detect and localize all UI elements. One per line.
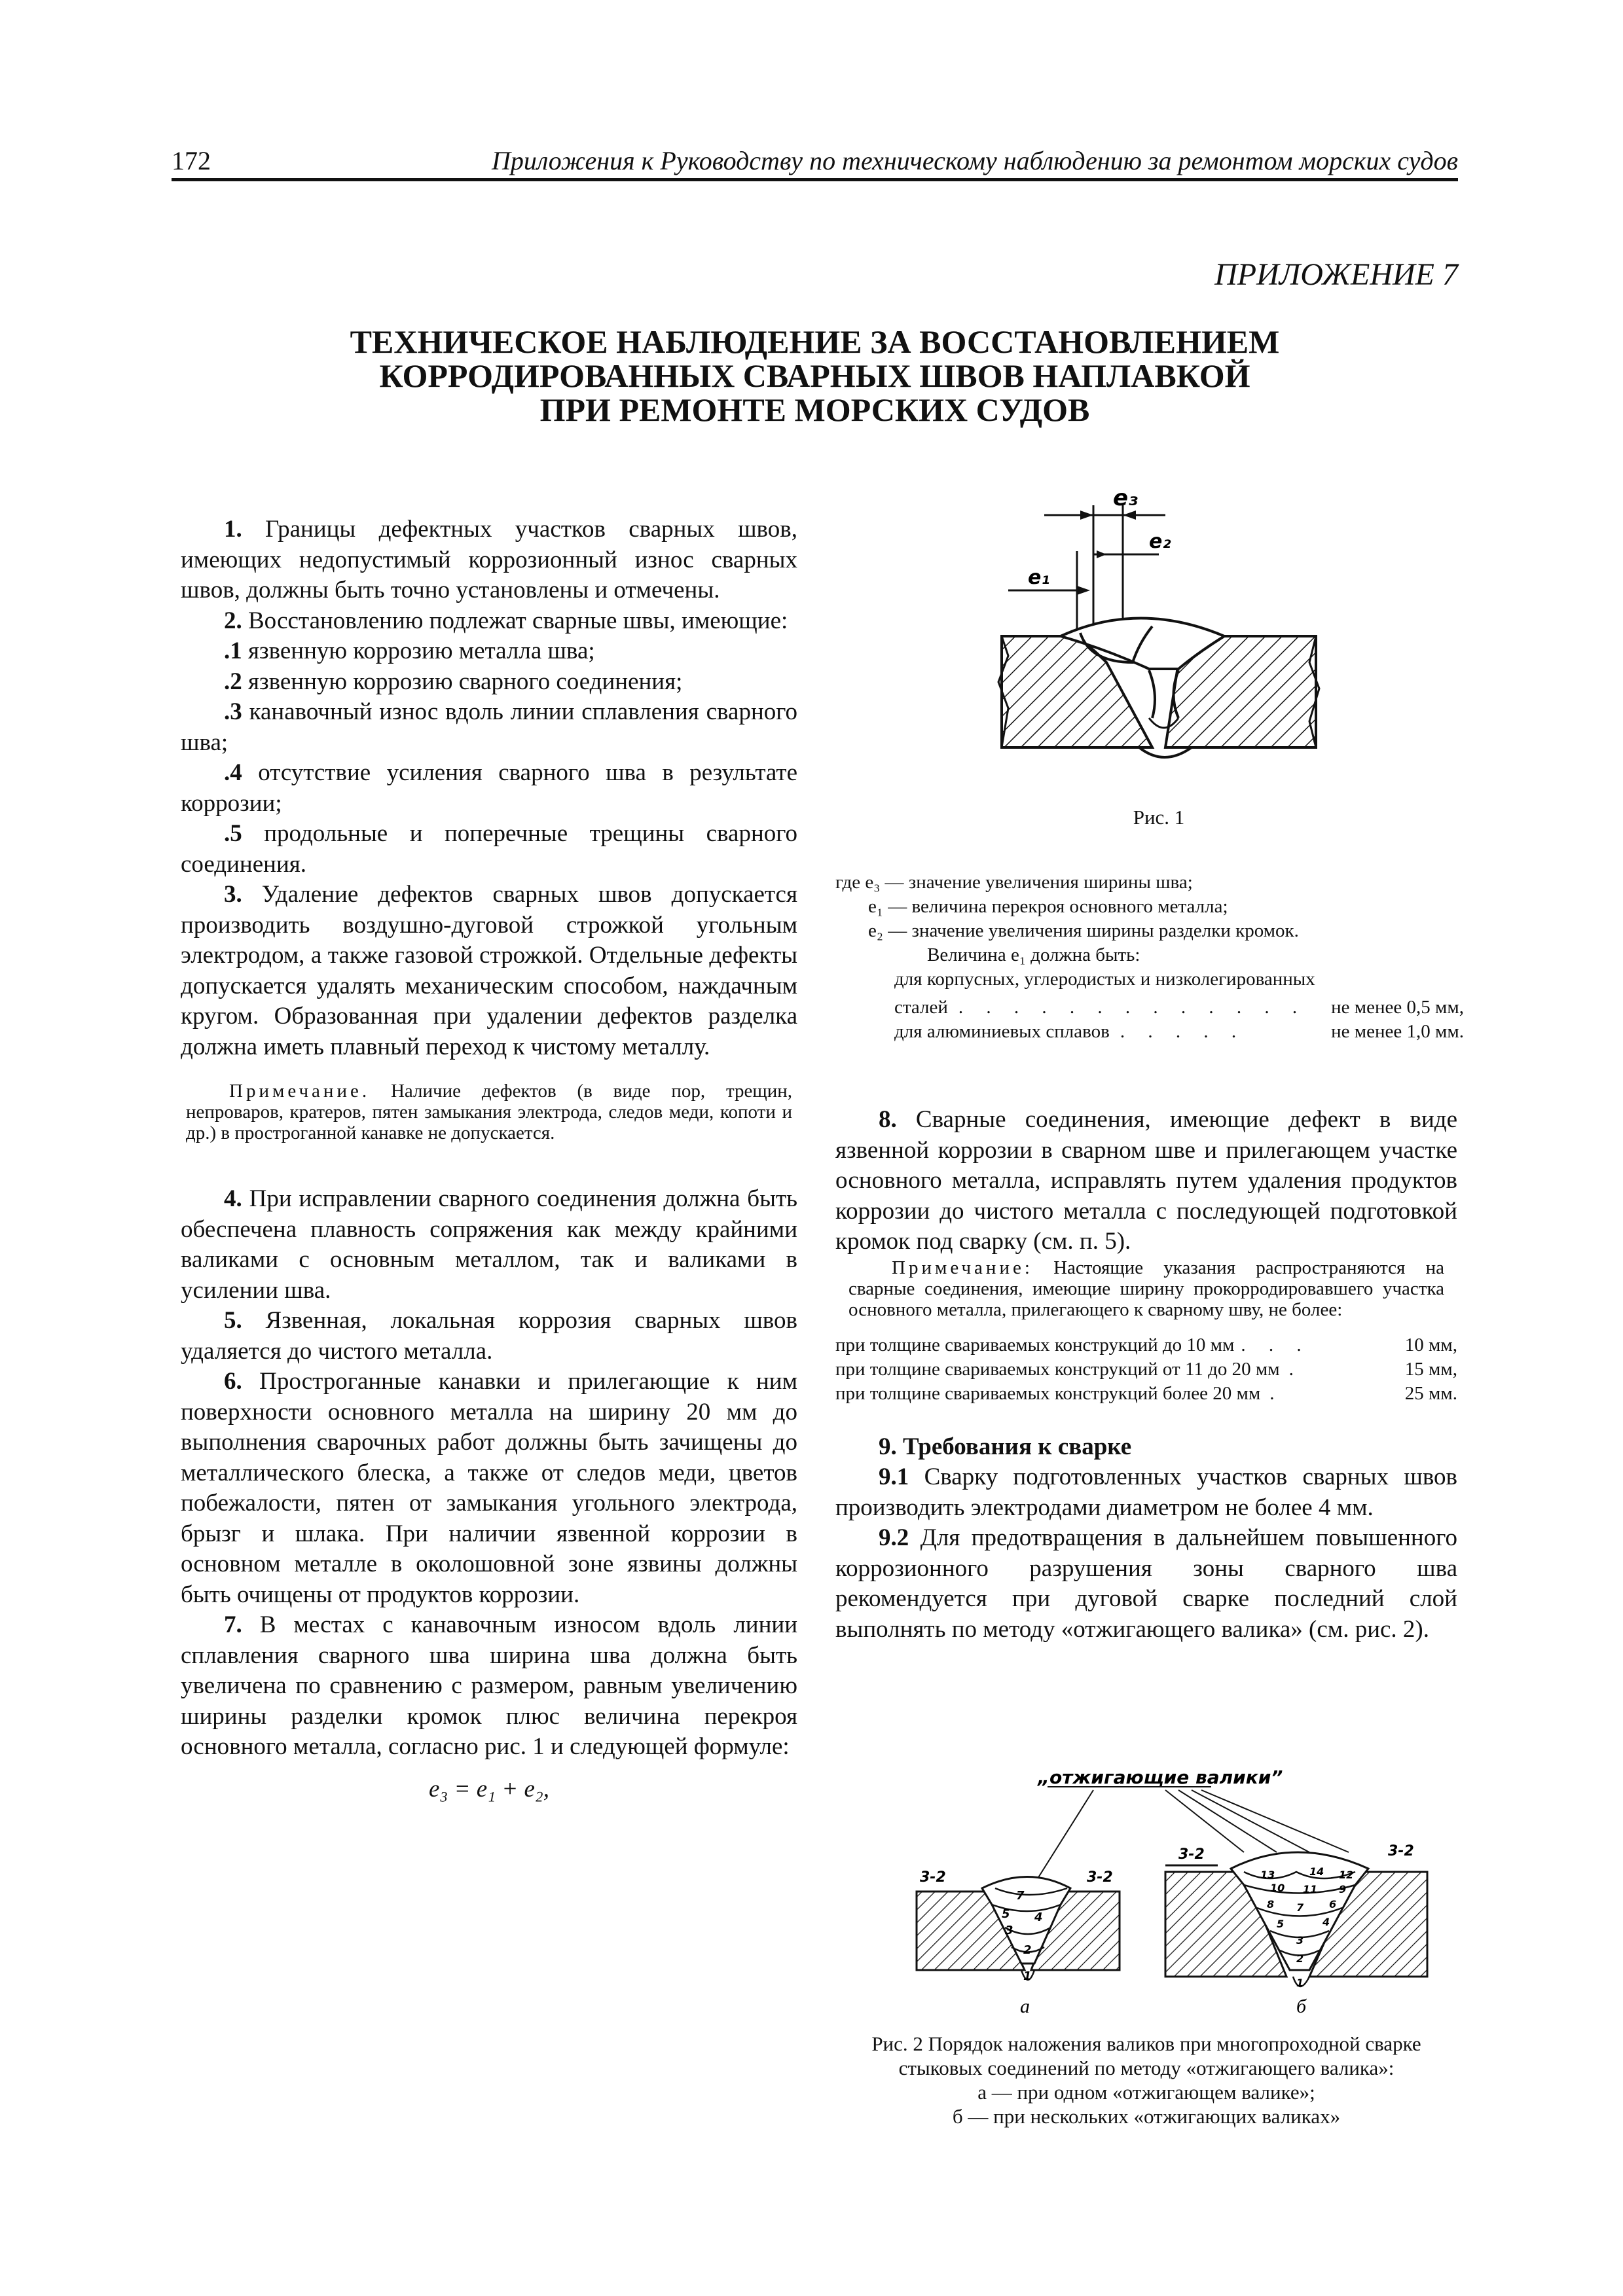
- def-e3: где e₃ — значение увеличения ширины шва;: [835, 872, 1193, 893]
- weld-cross-section-diagram: [982, 486, 1336, 813]
- svg-text:10: 10: [1270, 1882, 1285, 1894]
- value-line: для корпусных, углеродистых и низколегированных: [894, 969, 1315, 990]
- figure-2: [903, 1754, 1460, 2029]
- para-2: 2. Восстановлению подлежат сварные швы, имеющие:: [224, 607, 788, 634]
- item-5: .5 продольные и поперечные трещины сварного соединения.: [181, 820, 798, 878]
- svg-text:5: 5: [1277, 1918, 1285, 1930]
- svg-text:3: 3: [1296, 1934, 1304, 1946]
- figure-1: [982, 486, 1336, 813]
- svg-text:14: 14: [1309, 1865, 1324, 1878]
- figure-2-caption: Рис. 2 Порядок наложения валиков при многопроходной сварке стыковых соединений по методу «отжигающего валика»: а — при одном «отжигающем валике»; б — при нескольких «отжигающих валиках»: [871, 2032, 1421, 2128]
- svg-text:1: 1: [1023, 1969, 1032, 1983]
- bead-sequence-diagram: [903, 1754, 1460, 2029]
- para-6: 6. Прострoганные канавки и прилегающие к ним поверхности основного металла на ширину 20 мм до выполнения сварочных работ должны быть зачищены до металлического блеска, а также от следов меди, цветов побежалости, пятен от замыкания угольного электрода, брызг и шлака. При наличии язвенной коррозии в основном металле в околошовной зоне язвины должны быть очищены от продуктов коррозии.: [181, 1368, 797, 1608]
- svg-text:7: 7: [1296, 1901, 1304, 1914]
- label-a: а: [1020, 1996, 1030, 2017]
- svg-text:3: 3: [1005, 1924, 1013, 1937]
- running-title: Приложения к Руководству по техническому наблюдению за ремонтом морских судов: [491, 146, 1458, 175]
- section-9-heading: 9. Требования к сварке: [879, 1433, 1132, 1460]
- svg-text:13: 13: [1260, 1869, 1275, 1881]
- svg-text:2: 2: [1023, 1943, 1032, 1957]
- page-number: 172: [172, 146, 211, 175]
- item-1: .1 язвенную коррозию металла шва;: [224, 637, 595, 664]
- svg-text:9: 9: [1339, 1883, 1347, 1895]
- label-annealing-beads: „отжигающие валики”: [1038, 1767, 1283, 1788]
- item-2: .2 язвенную коррозию сварного соединения;: [224, 668, 683, 695]
- def-e2: e₂ — значение увеличения ширины разделки кромок.: [868, 920, 1299, 941]
- svg-text:3-2: 3-2: [920, 1869, 946, 1886]
- label-e3: e₃: [1113, 486, 1138, 511]
- value-row-aluminium: для алюминиевых сплавов . . . . . не менее 1,0 мм.: [894, 1021, 1464, 1042]
- value-row-steel: сталей . . . . . . . . . . . . . не менее 0,5 мм,: [894, 997, 1464, 1018]
- para-8: 8. Сварные соединения, имеющие дефект в виде язвенной коррозии в сварном шве и прилегающем участке основного металла, исправлять путем удаления продуктов коррозии до чистого металла с последующей подготовкой кромок под сварку (см. п. 5).: [835, 1106, 1457, 1255]
- left-note: Примечание. Наличие дефектов (в виде пор, трещин, непроваров, кратеров, пятен замыкания электрода, следов меди, копоти и др.) в прострoганной канавке не допускается.: [186, 1081, 792, 1143]
- para-7: 7. В местах с канавочным износом вдоль линии сплавления сварного шва ширина шва должна быть увеличена по сравнению с размером, равным увеличению ширины разделки кромок плюс величина перекроя основного металла, согласно рис. 1 и следующей формуле:: [181, 1611, 798, 1760]
- thickness-row: при толщине свариваемых конструкций от 11 до 20 мм . 15 мм,: [835, 1358, 1457, 1380]
- para-9-1: 9.1 Сварку подготовленных участков сварных швов производить электродами диаметром не более 4 мм.: [835, 1463, 1458, 1521]
- para-9-2: 9.2 Для предотвращения в дальнейшем повышенного коррозионного разрушения зоны сварного шва рекомендуется при дуговой сварке последний слой выполнять по методу «отжигающего валика» (см. рис. 2).: [835, 1524, 1457, 1643]
- thickness-row: при толщине свариваемых конструкций более 20 мм . 25 мм.: [835, 1382, 1457, 1404]
- svg-text:12: 12: [1339, 1869, 1354, 1881]
- svg-text:3-2: 3-2: [1388, 1843, 1414, 1859]
- appendix-label: ПРИЛОЖЕНИЕ 7: [1214, 257, 1458, 292]
- definitions: [835, 870, 1464, 1044]
- svg-text:3-2: 3-2: [1087, 1869, 1113, 1886]
- para-4: 4. При исправлении сварного соединения должна быть обеспечена плавность сопряжения как между крайними валиками с основным металлом, так и валиками в усилении шва.: [181, 1185, 798, 1304]
- svg-text:2: 2: [1296, 1952, 1304, 1965]
- page-title: ТЕХНИЧЕСКОЕ НАБЛЮДЕНИЕ ЗА ВОССТАНОВЛЕНИЕМ КОРРОДИРОВАННЫХ СВАРНЫХ ШВОВ НАПЛАВКОЙ ПРИ РЕМОНТЕ МОРСКИХ СУДОВ: [350, 323, 1280, 428]
- svg-text:1: 1: [1296, 1977, 1304, 1989]
- label-b: б: [1296, 1996, 1307, 2017]
- svg-text:4: 4: [1322, 1916, 1330, 1928]
- item-3: .3 канавочный износ вдоль линии сплавления сварного шва;: [181, 698, 798, 756]
- para-5: 5. Язвенная, локальная коррозия сварных швов удаляется до чистого металла.: [181, 1307, 797, 1365]
- thickness-list: [835, 1333, 1457, 1406]
- svg-text:3-2: 3-2: [1178, 1846, 1205, 1863]
- formula: e₃ = e₁ + e₂,: [428, 1775, 550, 1803]
- para-1: 1. Границы дефектных участков сварных швов, имеющих недопустимый коррозионный износ сварных швов, должны быть точно установлены и отмечены.: [181, 516, 797, 603]
- svg-text:7: 7: [1016, 1889, 1025, 1903]
- label-e1: e₁: [1028, 566, 1050, 589]
- right-note: Примечание: Настоящие указания распространяются на сварные соединения, имеющие ширину прокорродировавшего участка основного металла, прилегающего к сварному шву, не более:: [848, 1257, 1444, 1320]
- svg-text:11: 11: [1303, 1883, 1318, 1895]
- left-column: [181, 514, 797, 1804]
- right-column-text: [835, 1105, 1457, 1645]
- label-e2: e₂: [1149, 530, 1171, 553]
- value-intro: Величина e₁ должна быть:: [927, 944, 1140, 965]
- header-rule: [172, 178, 1458, 181]
- item-4: .4 отсутствие усиления сварного шва в результате коррозии;: [181, 759, 797, 817]
- para-3: 3. Удаление дефектов сварных швов допускается производить воздушно-дуговой строжкой угольным электродом, а также газовой строжкой. Отдельные дефекты допускается удалять механическим способом, наждачным кругом. Образованная при удалении дефектов разделка должна иметь плавный переход к чистому металлу.: [181, 881, 797, 1060]
- svg-text:4: 4: [1034, 1910, 1043, 1924]
- svg-text:6: 6: [1329, 1898, 1337, 1910]
- svg-text:8: 8: [1267, 1898, 1275, 1910]
- def-e1: e₁ — величина перекроя основного металла;: [868, 896, 1228, 917]
- svg-text:5: 5: [1002, 1907, 1010, 1921]
- figure-1-caption: Рис. 1: [1133, 806, 1185, 829]
- thickness-row: при толщине свариваемых конструкций до 10 мм . . . 10 мм,: [835, 1334, 1457, 1355]
